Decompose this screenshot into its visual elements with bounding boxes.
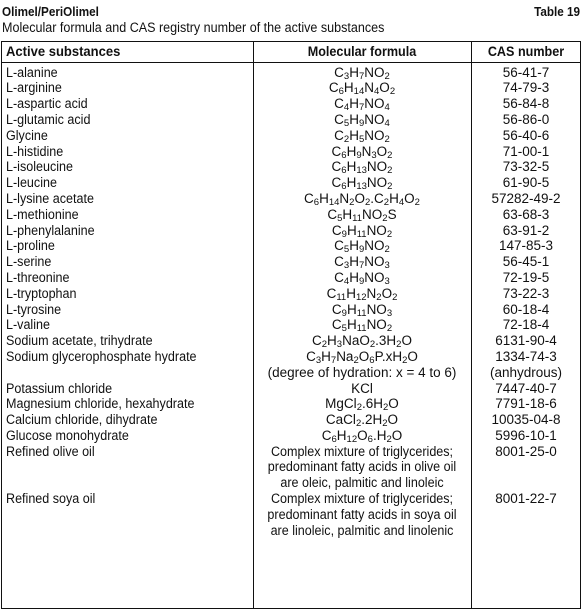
row-cas: 7791-18-6	[495, 396, 557, 412]
row-substance: Potassium chloride	[6, 380, 113, 396]
table-caption: Molecular formula and CAS registry number of the active substances	[2, 20, 385, 35]
row-formula: $C_3H_7Na_2O_6P.xH_2O$	[306, 348, 418, 366]
column-header-cas: CAS number	[487, 43, 565, 59]
row-formula: $C_3H_7NO_2$	[334, 64, 390, 82]
product-title: Olimel/PeriOlimel	[2, 4, 99, 19]
row-formula: $CaCl_2.2H_2O$	[325, 412, 399, 430]
row-cas: 7447-40-7	[495, 380, 557, 396]
row-cas: 56-86-0	[502, 111, 550, 127]
row-substance: L-lysine acetate	[6, 190, 94, 206]
row-cas: 72-19-5	[502, 269, 550, 285]
row-substance: L-phenylalanine	[6, 222, 95, 238]
row-substance: L-alanine	[6, 64, 58, 80]
row-formula: Complex mixture of triglycerides; predominant fatty acids in soya oil are linoleic, palmitic and linolenic	[267, 491, 457, 538]
row-formula: $C_6H_{13}NO_2$	[331, 175, 393, 193]
row-formula: $C_9H_{11}NO_3$	[331, 301, 393, 319]
header	[2, 1, 580, 19]
row-cas: 5996-10-1	[495, 427, 557, 443]
row-cas: 63-68-3	[502, 206, 550, 222]
row-formula: KCl	[351, 380, 373, 396]
row-substance: L-arginine	[6, 80, 62, 96]
row-cas: 74-79-3	[502, 80, 550, 96]
substances-table	[1, 41, 581, 609]
row-substance: L-methionine	[6, 206, 79, 222]
row-substance: Glucose monohydrate	[6, 427, 129, 443]
row-substance: L-proline	[6, 238, 55, 254]
row-cas: 8001-22-7	[495, 491, 557, 507]
row-cas: 73-22-3	[502, 285, 550, 301]
row-formula: $C_4H_7NO_4$	[334, 96, 390, 114]
row-substance: Sodium acetate, trihydrate	[6, 333, 153, 349]
row-cas: 147-85-3	[498, 238, 554, 254]
row-formula: $MgCl_2.6H_2O$	[325, 396, 399, 414]
row-substance: L-isoleucine	[6, 159, 74, 175]
row-substance: Refined olive oil	[6, 443, 95, 459]
row-substance: Refined soya oil	[6, 491, 96, 507]
row-substance: L-valine	[6, 317, 50, 333]
row-cas: 73-32-5	[502, 159, 550, 175]
row-cas: 1334-74-3	[495, 348, 557, 364]
row-cas: 57282-49-2	[491, 190, 561, 206]
row-substance: Glycine	[6, 127, 48, 143]
row-formula: $C_2H_5NO_2$	[334, 127, 390, 145]
row-formula: $C_4H_9NO_3$	[334, 269, 390, 287]
row-cas: 63-91-2	[502, 222, 550, 238]
table-number: Table 19	[534, 4, 580, 19]
row-substance: L-tyrosine	[6, 301, 62, 317]
row-formula: $C_6H_{13}NO_2$	[331, 159, 393, 177]
row-formula: $C_6H_{14}N_4O_2$	[328, 80, 396, 98]
row-cas: 56-45-1	[502, 254, 550, 270]
row-formula: $C_5H_{11}NO_2S$	[327, 206, 397, 224]
row-formula: $C_5H_9NO_4$	[334, 111, 390, 129]
row-formula: $C_{11}H_{12}N_2O_2$	[326, 285, 398, 303]
column-header-substances: Active substances	[6, 43, 121, 59]
row-cas: 8001-25-0	[495, 443, 557, 459]
row-formula: $C_5H_{11}NO_2$	[331, 317, 393, 335]
row-substance: L-tryptophan	[6, 285, 77, 301]
row-cas: 60-18-4	[502, 301, 550, 317]
row-formula: $C_6H_9N_3O_2$	[331, 143, 393, 161]
row-substance: L-leucine	[6, 175, 57, 191]
row-cas: 6131-90-4	[495, 333, 557, 349]
row-cas: 56-40-6	[502, 127, 550, 143]
row-substance: L-serine	[6, 254, 52, 270]
row-cas: 56-84-8	[502, 96, 550, 112]
row-cas: 56-41-7	[502, 64, 550, 80]
row-cas: 61-90-5	[502, 175, 550, 191]
row-substance: Calcium chloride, dihydrate	[6, 412, 158, 428]
row-formula: Complex mixture of triglycerides; predominant fatty acids in olive oil are oleic, palmitic and linoleic	[267, 443, 457, 491]
row-cas: 72-18-4	[502, 317, 550, 333]
row-substance: L-histidine	[6, 143, 64, 159]
row-substance: L-glutamic acid	[6, 111, 91, 127]
row-substance: Sodium glycerophosphate hydrate	[6, 348, 197, 364]
row-formula-note: (degree of hydration: x = 4 to 6)	[267, 364, 457, 380]
row-cas-note: (anhydrous)	[489, 364, 563, 380]
row-formula: $C_2H_3NaO_2.3H_2O$	[312, 333, 412, 351]
row-substance: Magnesium chloride, hexahydrate	[6, 396, 195, 412]
row-cas: 71-00-1	[502, 143, 550, 159]
row-formula: $C_5H_9NO_2$	[334, 238, 390, 256]
row-formula: $C_9H_{11}NO_2$	[331, 222, 393, 240]
row-formula: $C_3H_7NO_3$	[334, 254, 390, 272]
row-formula: $C_6H_{14}N_2O_2.C_2H_4O_2$	[304, 190, 420, 208]
column-header-formula: Molecular formula	[307, 43, 417, 59]
row-substance: L-threonine	[6, 269, 70, 285]
row-formula: $C_6H_{12}O_6.H_2O$	[321, 427, 403, 445]
row-substance: L-aspartic acid	[6, 96, 88, 112]
header-divider	[2, 62, 580, 63]
row-cas: 10035-04-8	[491, 412, 561, 428]
